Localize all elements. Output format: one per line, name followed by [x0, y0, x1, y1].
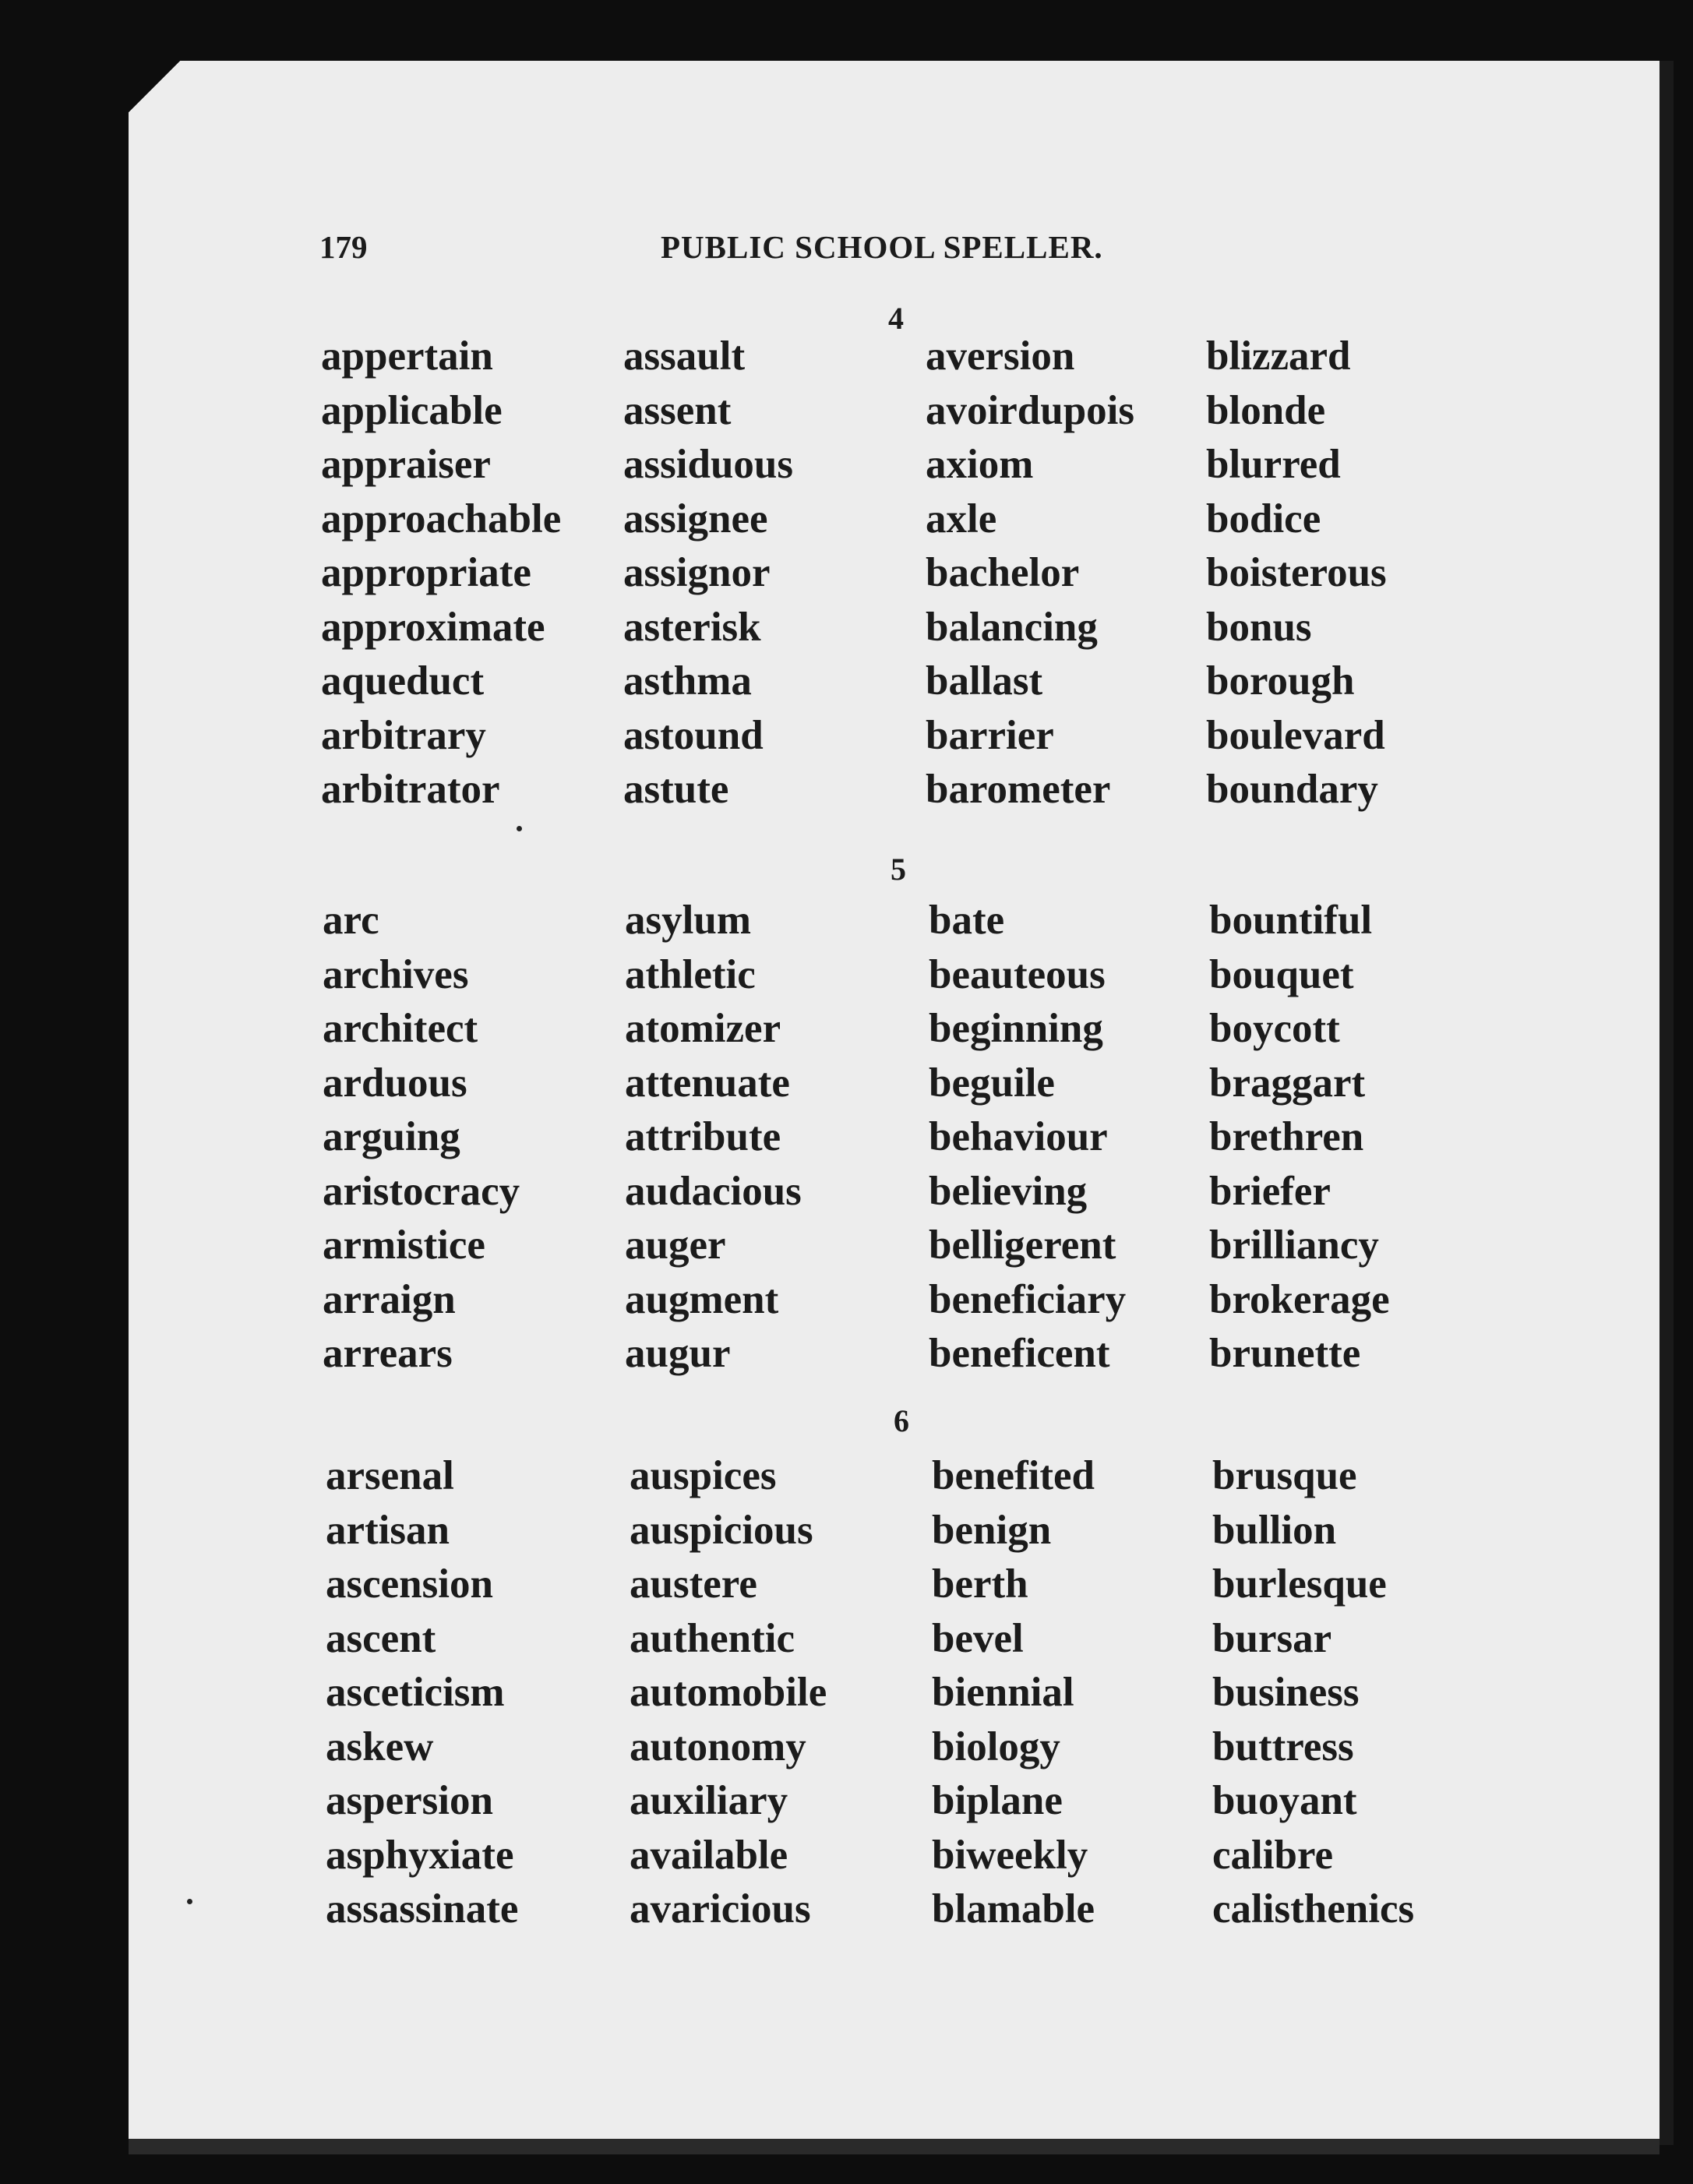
word-column: [1212, 1449, 1414, 1937]
word: axle: [926, 496, 997, 542]
word: atomizer: [625, 1006, 781, 1051]
word: authentic: [630, 1615, 795, 1661]
word: bodice: [1206, 496, 1321, 542]
word: bate: [929, 898, 1005, 943]
word: asthma: [623, 658, 752, 704]
word: blonde: [1206, 387, 1326, 433]
word: blizzard: [1206, 333, 1351, 379]
word: boundary: [1206, 767, 1378, 812]
word: aqueduct: [321, 658, 485, 704]
word: augur: [625, 1331, 731, 1376]
print-speck: [517, 826, 522, 831]
word-column: [929, 894, 1126, 1381]
word: bursar: [1212, 1615, 1332, 1661]
word: aversion: [926, 333, 1075, 379]
running-head-title: PUBLIC SCHOOL SPELLER.: [661, 229, 1103, 265]
word: biology: [932, 1724, 1060, 1769]
word: asceticism: [326, 1670, 505, 1715]
word: approachable: [321, 496, 562, 542]
word: buoyant: [1212, 1778, 1357, 1823]
word: auspicious: [630, 1507, 813, 1553]
word: assignee: [623, 496, 768, 542]
word: austere: [630, 1561, 757, 1607]
word: beginning: [929, 1006, 1103, 1051]
word: auspices: [630, 1453, 777, 1498]
section-number-5: 5: [891, 852, 906, 887]
word: arsenal: [326, 1453, 454, 1498]
word: arrears: [323, 1331, 453, 1376]
word: ascent: [326, 1615, 436, 1661]
word: behaviour: [929, 1114, 1108, 1159]
word: astute: [623, 767, 729, 812]
word: beguile: [929, 1060, 1055, 1106]
word: augment: [625, 1276, 779, 1322]
word: bouquet: [1209, 951, 1354, 997]
word: assault: [623, 333, 746, 379]
word: asphyxiate: [326, 1832, 514, 1878]
word: boycott: [1209, 1006, 1340, 1051]
word: braggart: [1209, 1060, 1366, 1106]
section-number-4: 4: [888, 301, 904, 336]
word: arbitrator: [321, 767, 500, 812]
word: available: [630, 1832, 788, 1878]
word: beauteous: [929, 951, 1106, 997]
word: appertain: [321, 333, 493, 379]
word: bevel: [932, 1615, 1024, 1661]
word: borough: [1206, 658, 1355, 704]
word-column: [623, 330, 793, 817]
word: arbitrary: [321, 712, 486, 758]
word: business: [1212, 1670, 1360, 1715]
word: arraign: [323, 1276, 456, 1322]
word: belligerent: [929, 1223, 1116, 1268]
word-column: [1209, 894, 1390, 1381]
word-column: [625, 894, 802, 1381]
word: avaricious: [630, 1886, 811, 1932]
word-column: [326, 1449, 518, 1937]
word: ascension: [326, 1561, 493, 1607]
word-column: [321, 330, 561, 817]
word: brusque: [1212, 1453, 1357, 1498]
word: askew: [326, 1724, 434, 1769]
word: barrier: [926, 712, 1054, 758]
word: calisthenics: [1212, 1886, 1415, 1932]
word-column: [926, 330, 1134, 817]
word: attribute: [625, 1114, 781, 1159]
word: biennial: [932, 1670, 1074, 1715]
word: calibre: [1212, 1832, 1334, 1878]
word: aspersion: [326, 1778, 493, 1823]
page-bottom-edge: [129, 2139, 1659, 2154]
word: attenuate: [625, 1060, 790, 1106]
word: bountiful: [1209, 898, 1373, 943]
word: brilliancy: [1209, 1223, 1379, 1268]
word: astound: [623, 712, 764, 758]
word: barometer: [926, 767, 1111, 812]
word: burlesque: [1212, 1561, 1387, 1607]
word: archives: [323, 951, 469, 997]
word: bullion: [1212, 1507, 1337, 1553]
word-column: [323, 894, 520, 1381]
word: bachelor: [926, 550, 1080, 595]
word: appropriate: [321, 550, 531, 595]
word: briefer: [1209, 1168, 1331, 1214]
word-column: [932, 1449, 1095, 1937]
word: asterisk: [623, 604, 761, 650]
word: brethren: [1209, 1114, 1364, 1159]
word: boisterous: [1206, 550, 1387, 595]
word: architect: [323, 1006, 478, 1051]
word: armistice: [323, 1223, 485, 1268]
word: beneficent: [929, 1331, 1110, 1376]
word: auger: [625, 1223, 726, 1268]
word: boulevard: [1206, 712, 1385, 758]
word: approximate: [321, 604, 545, 650]
word: aristocracy: [323, 1168, 520, 1214]
word: brokerage: [1209, 1276, 1390, 1322]
word: berth: [932, 1561, 1028, 1607]
page-edge-shadow: [1659, 61, 1674, 2145]
word: believing: [929, 1168, 1088, 1214]
word: assiduous: [623, 442, 794, 487]
word: benign: [932, 1507, 1052, 1553]
word: brunette: [1209, 1331, 1361, 1376]
word: biplane: [932, 1778, 1063, 1823]
word: autonomy: [630, 1724, 806, 1769]
word: assassinate: [326, 1886, 519, 1932]
word: asylum: [625, 898, 751, 943]
word: auxiliary: [630, 1778, 788, 1823]
word: arduous: [323, 1060, 467, 1106]
word: assent: [623, 387, 732, 433]
word: athletic: [625, 951, 756, 997]
word: blamable: [932, 1886, 1095, 1932]
word: bonus: [1206, 604, 1312, 650]
word: biweekly: [932, 1832, 1088, 1878]
word: buttress: [1212, 1724, 1354, 1769]
word: beneficiary: [929, 1276, 1127, 1322]
print-speck: [187, 1899, 192, 1904]
word: ballast: [926, 658, 1043, 704]
word: avoirdupois: [926, 387, 1135, 433]
word: arguing: [323, 1114, 460, 1159]
word: arc: [323, 898, 379, 943]
word: applicable: [321, 387, 503, 433]
word: axiom: [926, 442, 1034, 487]
word: artisan: [326, 1507, 450, 1553]
page-number: 179: [319, 229, 368, 265]
word: balancing: [926, 604, 1098, 650]
word: benefited: [932, 1453, 1095, 1498]
word: appraiser: [321, 442, 491, 487]
word: blurred: [1206, 442, 1341, 487]
word-column: [1206, 330, 1387, 817]
word: audacious: [625, 1168, 802, 1214]
word: automobile: [630, 1670, 827, 1715]
section-number-6: 6: [894, 1403, 909, 1438]
word: assignor: [623, 550, 771, 595]
word-column: [630, 1449, 827, 1937]
